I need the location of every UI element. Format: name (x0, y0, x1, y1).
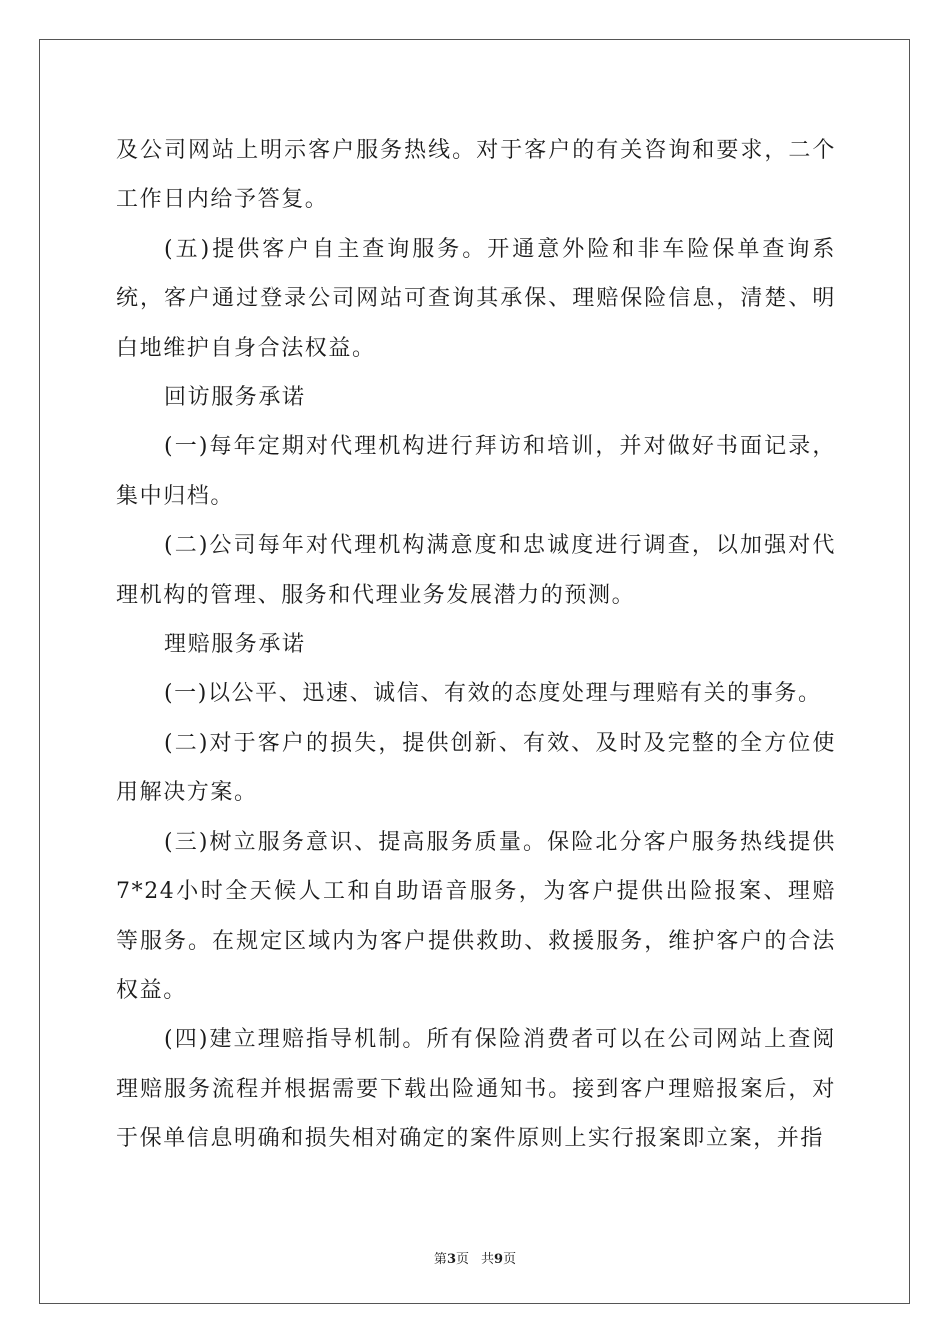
section-heading-claims: 理赔服务承诺 (164, 632, 306, 658)
current-page-number: 3 (446, 1252, 456, 1267)
page-footer (0, 1248, 950, 1267)
paragraph-7: (一)以公平、迅速、诚信、有效的态度处理与理赔有关的事务。 (164, 681, 822, 707)
section-heading-visit: 回访服务承诺 (164, 385, 306, 411)
total-suffix: 页 (503, 1252, 517, 1267)
document-body (116, 126, 836, 1164)
paragraph-10: (四)建立理赔指导机制。所有保险消费者可以在公司网站上查阅理赔服务流程并根据需要下载出险通知书。接到客户理赔报案后，对于保单信息明确和损失相对确定的案件原则上实行报案即立案，并指 (116, 1027, 836, 1152)
total-pages-number: 9 (494, 1252, 504, 1267)
paragraph-4: (一)每年定期对代理机构进行拜访和培训，并对做好书面记录，集中归档。 (116, 434, 836, 509)
total-prefix: 共 (481, 1252, 495, 1267)
paragraph-1: 及公司网站上明示客户服务热线。对于客户的有关咨询和要求，二个工作日内给予答复。 (116, 138, 836, 213)
paragraph-2: (五)提供客户自主查询服务。开通意外险和非车险保单查询系统，客户通过登录公司网站可查询其承保、理赔保险信息，清楚、明白地维护自身合法权益。 (116, 236, 836, 361)
paragraph-5: (二)公司每年对代理机构满意度和忠诚度进行调查，以加强对代理机构的管理、服务和代理业务发展潜力的预测。 (116, 533, 836, 608)
paragraph-8: (二)对于客户的损失，提供创新、有效、及时及完整的全方位使用解决方案。 (116, 730, 836, 806)
page-prefix: 第 (433, 1252, 447, 1267)
page-suffix: 页 (455, 1252, 469, 1267)
paragraph-9: (三)树立服务意识、提高服务质量。保险北分客户服务热线提供7*24小时全天候人工和自助语音服务，为客户提供出险报案、理赔等服务。在规定区域内为客户提供救助、救援服务，维护客户的合法权益。 (116, 829, 836, 1003)
